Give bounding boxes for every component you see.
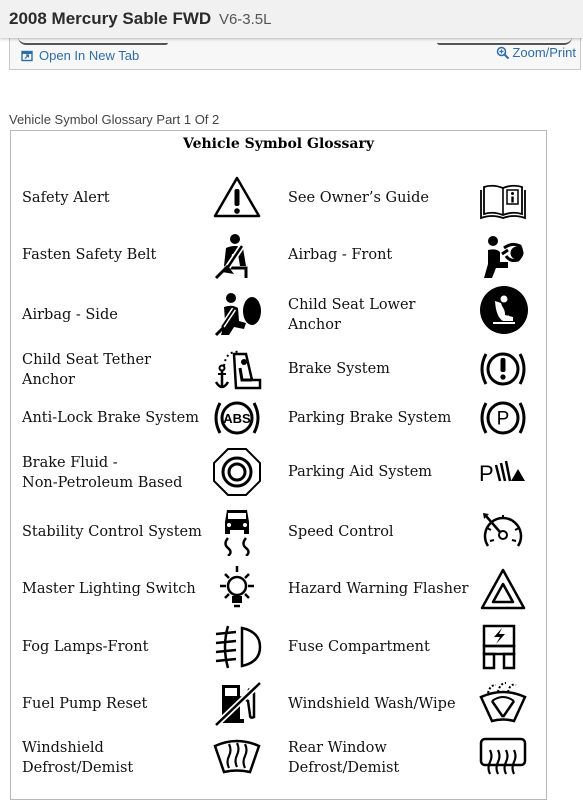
glossary-figure[interactable] — [10, 130, 547, 800]
windshield-defrost-icon — [212, 734, 262, 784]
child-seat-tether-icon — [212, 344, 262, 394]
vehicle-title — [9, 9, 271, 29]
svg-text:ABS: ABS — [223, 411, 251, 426]
vehicle-header — [0, 0, 583, 38]
zoom-print-label: Zoom/Print — [512, 45, 576, 60]
glossary-label: Airbag - Front — [288, 247, 393, 263]
image-border-fragment — [18, 37, 168, 45]
open-new-tab-label: Open In New Tab — [39, 48, 140, 63]
speed-control-icon — [478, 508, 528, 558]
glossary-label: Parking Brake System — [288, 410, 452, 426]
glossary-label: Child Seat Lower Anchor — [288, 297, 416, 333]
parking-brake-icon — [478, 393, 528, 443]
master-lighting-icon — [212, 563, 262, 613]
stability-control-icon — [212, 506, 262, 556]
brake-system-icon — [478, 344, 528, 394]
svg-text:P: P — [479, 461, 494, 486]
figure-caption: Vehicle Symbol Glossary Part 1 Of 2 — [9, 112, 220, 127]
open-new-tab-link[interactable] — [21, 48, 139, 63]
safety-alert-icon — [212, 173, 262, 223]
owners-guide-icon — [478, 177, 528, 227]
hazard-warning-icon — [478, 565, 528, 615]
glossary-label: Safety Alert — [22, 190, 110, 206]
glossary-label: Hazard Warning Flasher — [288, 581, 469, 597]
airbag-front-icon — [478, 232, 528, 282]
glossary-label: Stability Control System — [22, 524, 202, 540]
windshield-wash-icon — [478, 679, 528, 729]
document-toolbar — [9, 38, 581, 70]
glossary-label: See Owner’s Guide — [288, 190, 429, 206]
glossary-label: Fuel Pump Reset — [22, 696, 148, 712]
child-seat-anchor-icon — [479, 285, 529, 335]
glossary-label: Windshield Defrost/Demist — [22, 740, 134, 776]
glossary-label: Child Seat Tether Anchor — [22, 352, 151, 388]
glossary-label: Fog Lamps-Front — [22, 639, 149, 655]
glossary-label: Airbag - Side — [22, 307, 118, 323]
engine-label: V6-3.5L — [218, 11, 272, 28]
zoom-print-link[interactable] — [496, 45, 576, 60]
rear-defrost-icon — [478, 734, 528, 784]
glossary-label: Rear Window Defrost/Demist — [288, 740, 400, 776]
svg-text:P: P — [496, 408, 510, 430]
fog-lamps-icon — [212, 622, 262, 672]
brake-fluid-icon — [212, 447, 262, 497]
glossary-label: Fasten Safety Belt — [22, 247, 157, 263]
zoom-icon — [496, 46, 510, 60]
fuse-compartment-icon — [478, 622, 528, 672]
fuel-pump-reset-icon — [212, 679, 262, 729]
abs-icon — [212, 393, 262, 443]
parking-aid-icon — [478, 447, 528, 497]
glossary-label: Windshield Wash/Wipe — [288, 696, 456, 712]
glossary-label: Fuse Compartment — [288, 639, 430, 655]
glossary-label: Speed Control — [288, 524, 394, 540]
glossary-label: Anti-Lock Brake System — [22, 410, 199, 426]
glossary-label: Brake System — [288, 361, 390, 377]
open-new-tab-icon — [21, 50, 33, 62]
image-border-fragment — [437, 37, 572, 45]
seatbelt-icon — [208, 232, 258, 282]
glossary-label: Brake Fluid - Non-Petroleum Based — [22, 455, 183, 491]
glossary-title: Vehicle Symbol Glossary — [183, 136, 374, 152]
airbag-side-icon — [212, 289, 262, 339]
vehicle-name: 2008 Mercury Sable FWD — [9, 9, 212, 28]
glossary-label: Parking Aid System — [288, 464, 433, 480]
glossary-label: Master Lighting Switch — [22, 581, 196, 597]
